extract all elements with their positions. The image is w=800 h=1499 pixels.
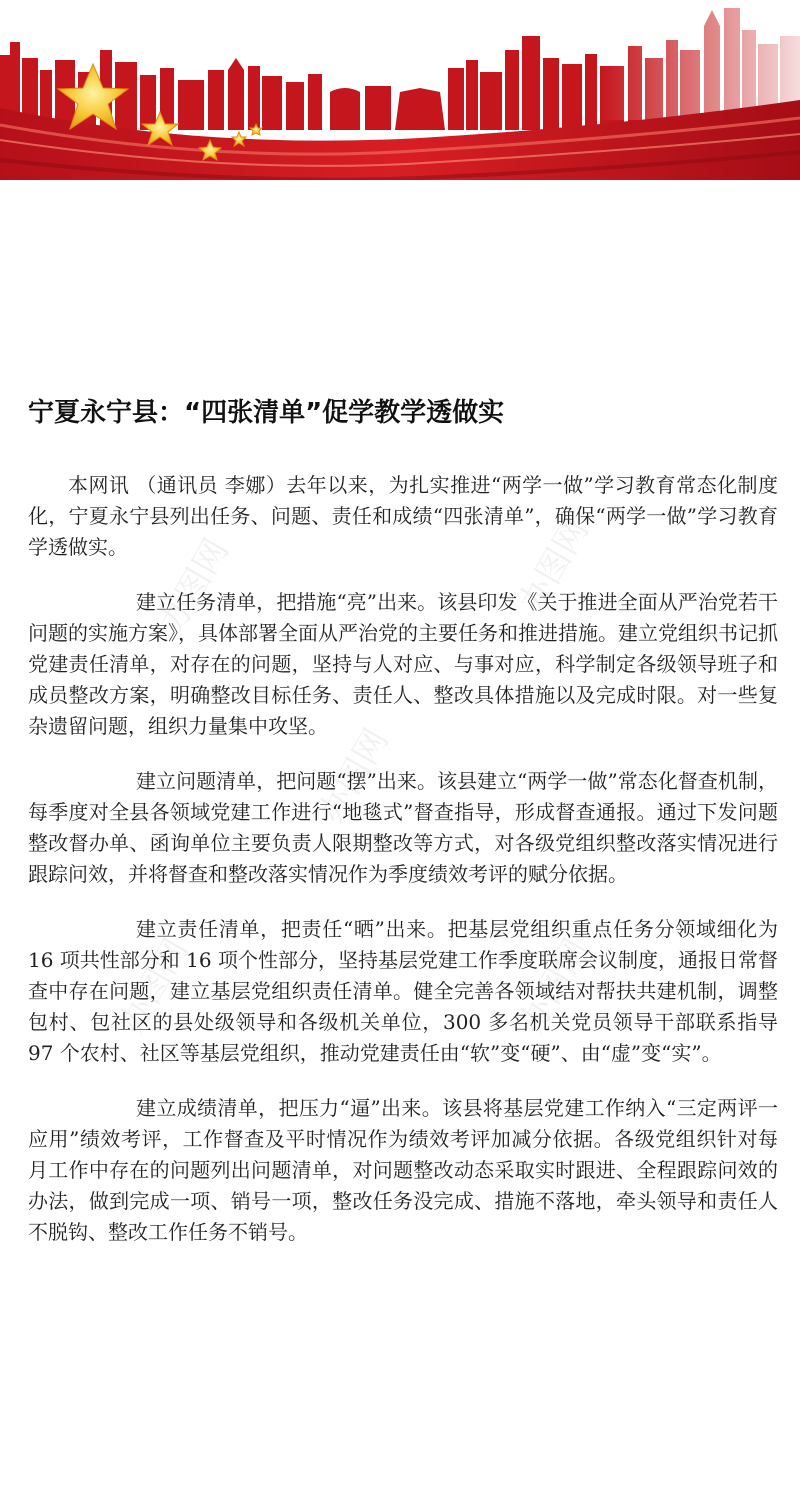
watermark: 办图网 bbox=[111, 932, 197, 1041]
article-paragraph: 本网讯 （通讯员 李娜）去年以来，为扎实推进“两学一做”学习教育常态化制度化，宁夏永宁县列出任务、问题、责任和成绩“四张清单”，确保“两学一做”学习教育学透做实。 bbox=[28, 473, 778, 559]
watermark: 办图网 bbox=[311, 722, 397, 831]
watermark: 办图网 bbox=[511, 932, 597, 1041]
article-paragraph: 建立问题清单，把问题“摆”出来。该县建立“两学一做”常态化督查机制，每季度对全县各领域党建工作进行“地毯式”督查指导，形成督查通报。通过下发问题整改督办单、函询单位主要负责人限期整改等方式，对各级党组织整改落实情况进行跟踪问效，并将督查和整改落实情况作为季度绩效考评的赋分依据。 bbox=[28, 769, 778, 886]
article-paragraph: 建立责任清单，把责任“晒”出来。把基层党组织重点任务分领域细化为 16 项共性部分和 16 项个性部分，坚持基层党建工作季度联席会议制度，通报日常督查中存在问题，建立基层党组织责任清单。健全完善各领域结对帮扶共建机制，调整包村、包社区的县处级领导和各级机关单位，300 多名机关党员领导干部联系指导 97 个农村、社区等基层党组织，推动党建责任由“软”变“硬”、由“虚”变“实”。 bbox=[28, 917, 778, 1065]
watermark: 办图网 bbox=[151, 532, 237, 641]
article-body bbox=[28, 470, 778, 1272]
article-paragraph: 建立任务清单，把措施“亮”出来。该县印发《关于推进全面从严治党若干问题的实施方案》，具体部署全面从严治党的主要任务和推进措施。建立党组织书记抓党建责任清单，对存在的问题，坚持与人对应、与事对应，科学制定各级领导班子和成员整改方案，明确整改目标任务、责任人、整改具体措施以及完成时限。对一些复杂遗留问题，组织力量集中攻坚。 bbox=[28, 590, 778, 738]
city-skyline-graphic bbox=[0, 0, 800, 190]
watermark: 办图网 bbox=[511, 512, 597, 621]
article-paragraph: 建立成绩清单，把压力“逼”出来。该县将基层党建工作纳入“三定两评一应用”绩效考评，工作督查及平时情况作为绩效考评加减分依据。各级党组织针对每月工作中存在的问题列出问题清单，对问题整改动态采取实时跟进、全程跟踪问效的办法，做到完成一项、销号一项，整改任务没完成、措施不落地，牵头领导和责任人不脱钩、整改工作任务不销号。 bbox=[28, 1096, 778, 1244]
article-title: 宁夏永宁县：“四张清单”促学教学透做实 bbox=[28, 398, 505, 428]
header-banner bbox=[0, 0, 800, 190]
